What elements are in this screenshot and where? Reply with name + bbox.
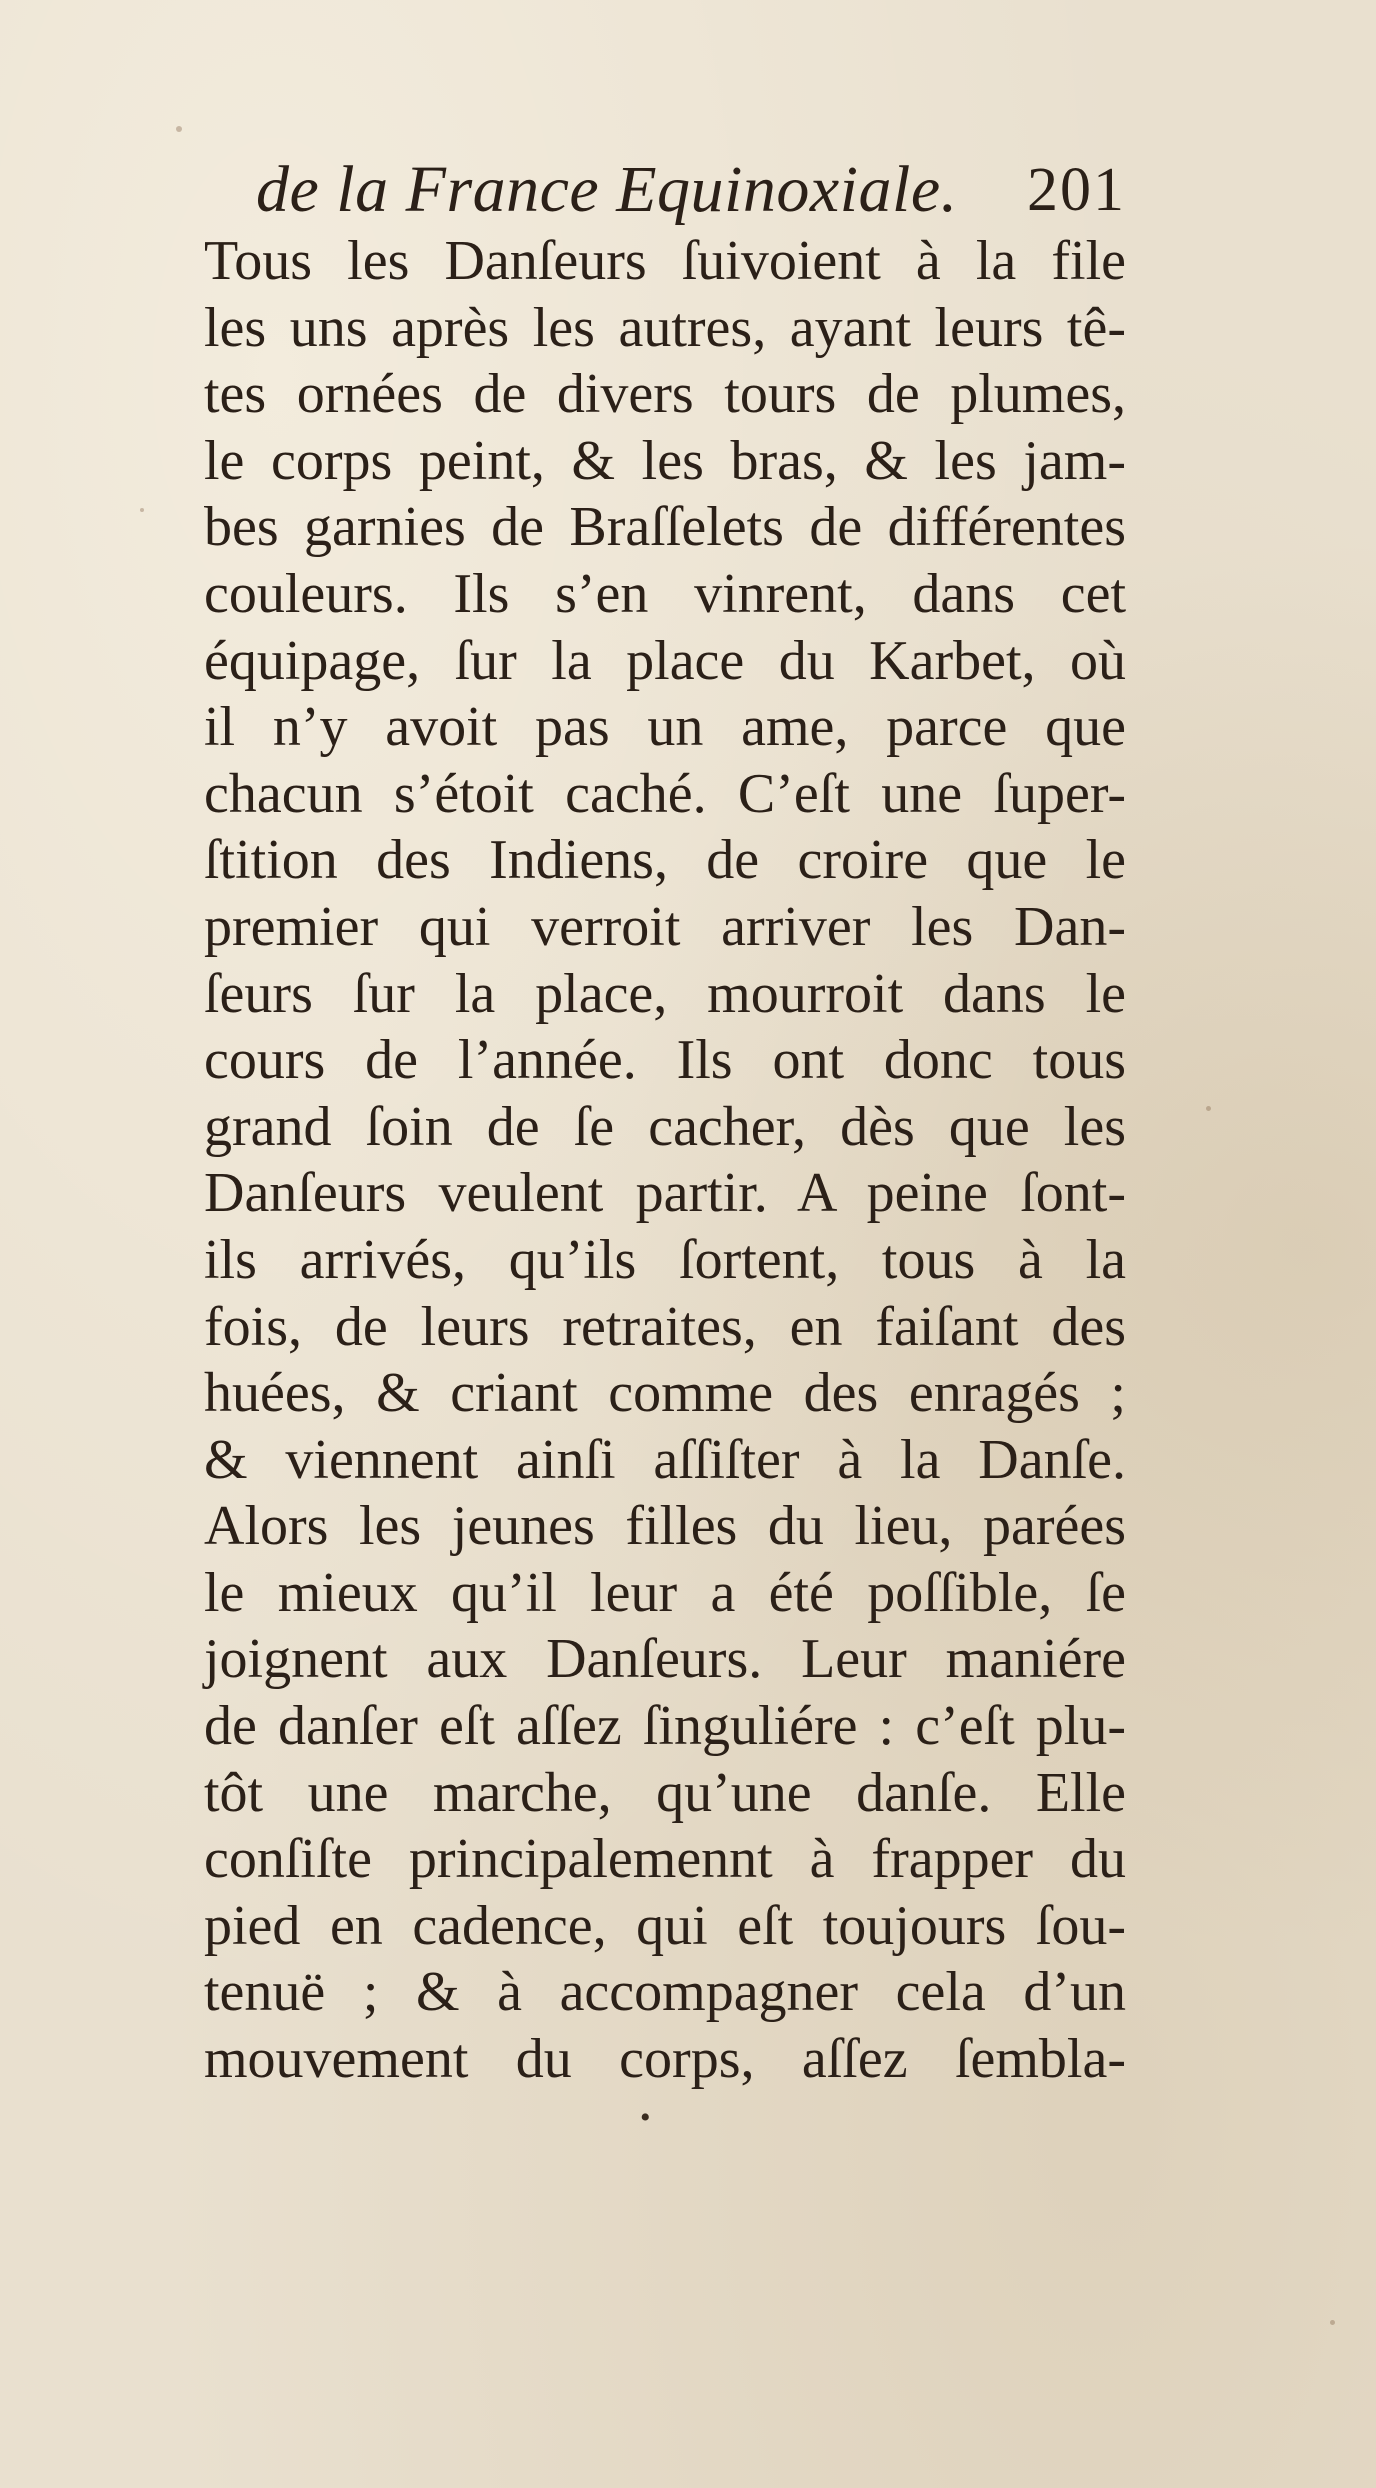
- text-line: équipage, ſur la place du Karbet, où: [204, 629, 1126, 692]
- text-line: le corps peint, & les bras, & les jam-: [204, 429, 1126, 492]
- text-line: ſeurs ſur la place, mourroit dans le: [204, 962, 1126, 1025]
- signature-mark: •: [640, 2101, 651, 2134]
- text-line: Danſeurs veulent partir. A peine ſont-: [204, 1162, 1126, 1225]
- text-line: tôt une marche, qu’une danſe. Elle: [204, 1761, 1126, 1824]
- text-line: conſiſte principalemennt à frapper du: [204, 1828, 1126, 1891]
- text-line: premier qui verroit arriver les Dan-: [204, 895, 1126, 958]
- text-line: fois, de leurs retraites, en faiſant des: [204, 1295, 1126, 1358]
- text-line: le mieux qu’il leur a été poſſible, ſe: [204, 1561, 1126, 1624]
- text-line: & viennent ainſi aſſiſter à la Danſe.: [204, 1428, 1126, 1491]
- text-line: chacun s’étoit caché. C’eſt une ſuper-: [204, 762, 1126, 825]
- text-line: pied en cadence, qui eſt toujours ſou-: [204, 1894, 1126, 1957]
- text-line: joignent aux Danſeurs. Leur maniére: [204, 1628, 1126, 1691]
- paper-speck: [1330, 2320, 1335, 2325]
- paper-speck: [176, 126, 182, 132]
- body-text: [204, 228, 1126, 2093]
- text-line: Alors les jeunes filles du lieu, parées: [204, 1495, 1126, 1558]
- text-line: couleurs. Ils s’en vinrent, dans cet: [204, 562, 1126, 625]
- text-line: il n’y avoit pas un ame, parce que: [204, 696, 1126, 759]
- text-line: tes ornées de divers tours de plumes,: [204, 363, 1126, 426]
- text-line: de danſer eſt aſſez ſinguliére : c’eſt plu-: [204, 1695, 1126, 1758]
- text-line: ils arrivés, qu’ils ſortent, tous à la: [204, 1228, 1126, 1291]
- text-line: cours de l’année. Ils ont donc tous: [204, 1029, 1126, 1092]
- text-line: Tous les Danſeurs ſuivoient à la file: [204, 230, 1126, 292]
- text-line: bes garnies de Braſſelets de différentes: [204, 496, 1126, 559]
- text-line: tenuë ; & à accompagner cela d’un: [204, 1961, 1126, 2024]
- paper-speck: [140, 508, 144, 512]
- text-line: grand ſoin de ſe cacher, dès que les: [204, 1095, 1126, 1158]
- page-header: [256, 150, 1126, 230]
- paper-speck: [1206, 1106, 1211, 1111]
- text-line: les uns après les autres, ayant leurs tê-: [204, 296, 1126, 359]
- text-line: huées, & criant comme des enragés ;: [204, 1362, 1126, 1425]
- text-line: mouvement du corps, aſſez ſembla-: [204, 2028, 1126, 2091]
- text-line: ſtition des Indiens, de croire que le: [204, 829, 1126, 892]
- running-title: de la France Equinoxiale.: [256, 153, 958, 226]
- page-number: 201: [1027, 156, 1126, 224]
